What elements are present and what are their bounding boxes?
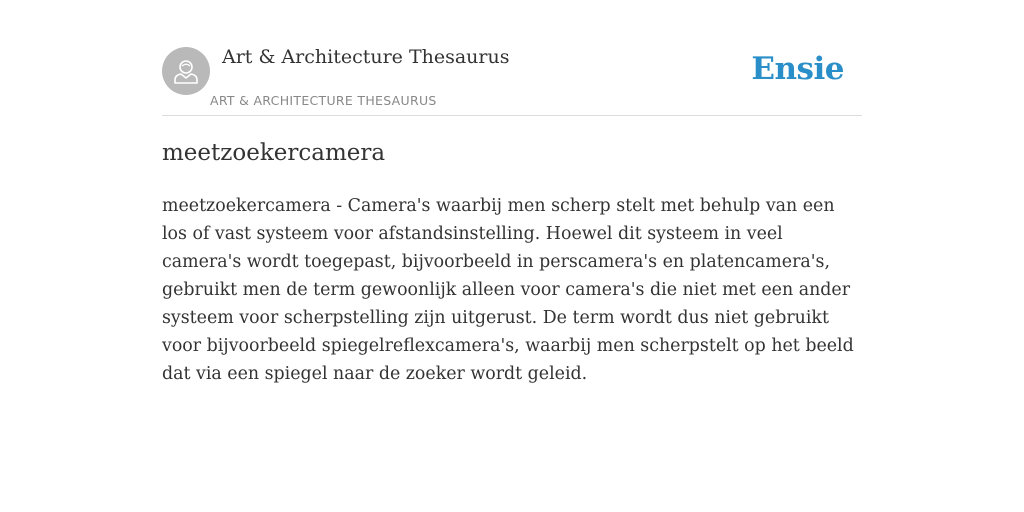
entry-title: meetzoekercamera bbox=[162, 140, 386, 166]
entry-definition: meetzoekercamera - Camera's waarbij men scherp stelt met behulp van een los of vast systeem voor afstandsinstelling. Hoewel dit systeem in veel camera's wordt toegepast, bijvoorbeeld in perscamera's en platencamera's, gebruikt men de term gewoonlijk alleen voor camera's die niet met een ander systeem voor scherpstelling zijn uitgerust. De term wordt dus niet gebruikt voor bijvoorbeeld spiegelreflexcamera's, waarbij men scherpstelt op het beeld dat via een spiegel naar de zoeker wordt geleid. bbox=[162, 196, 854, 384]
page-container bbox=[162, 0, 862, 384]
user-icon bbox=[171, 56, 201, 86]
brand-logo[interactable]: Ensie bbox=[751, 51, 844, 87]
author-avatar[interactable] bbox=[162, 47, 210, 95]
author-name[interactable]: Art & Architecture Thesaurus bbox=[222, 46, 510, 68]
source-label: ART & ARCHITECTURE THESAURUS bbox=[210, 93, 437, 108]
page-header bbox=[162, 0, 862, 116]
